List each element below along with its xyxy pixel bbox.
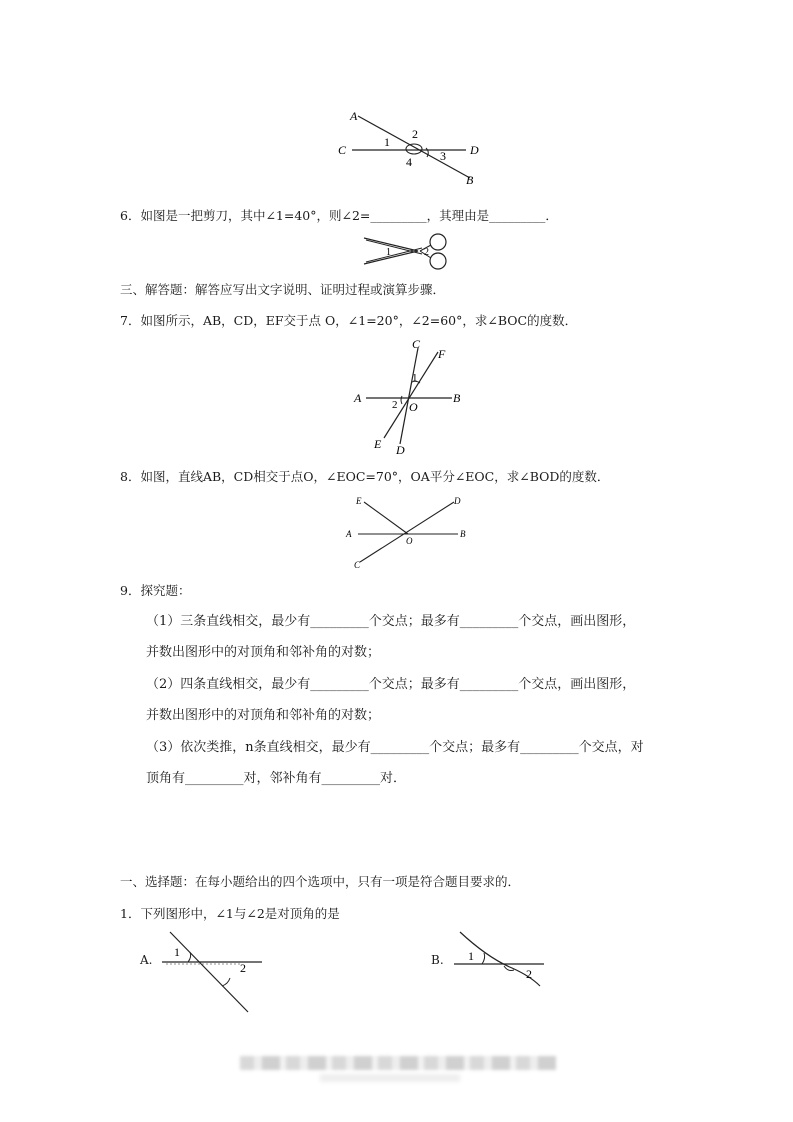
q9-title: 9．探究题：: [120, 583, 191, 598]
q7-label-B: B: [453, 391, 461, 405]
blurred-footer-sub: [320, 1074, 460, 1082]
q9-part2-line2: 并数出图形中的对顶角和邻补角的对数；: [146, 708, 381, 723]
figure-q8: [344, 494, 474, 570]
q1-text: 1．下列图形中，∠1与∠2是对顶角的是: [120, 906, 340, 921]
figure-scissors: [362, 232, 454, 270]
q7-angle-1: 1: [412, 372, 418, 384]
figure-q1-option-b: [452, 928, 552, 992]
q7-label-F: F: [438, 347, 446, 361]
q8-text: 8．如图，直线AB，CD相交于点O，∠EOC=70°，OA平分∠EOC，求∠BOD的度数．: [120, 469, 610, 484]
label-D: D: [470, 143, 479, 157]
q1-option-b-label: B.: [431, 953, 444, 967]
q7-label-O: O: [409, 400, 418, 414]
q7-label-C: C: [412, 338, 421, 351]
q7-label-E: E: [374, 437, 382, 451]
q8-label-O: O: [406, 536, 413, 546]
scissors-angle-1: 1: [386, 247, 391, 258]
label-B: B: [466, 173, 474, 187]
q6-text: 6．如图是一把剪刀，其中∠1=40°，则∠2=_________，其理由是_________．: [120, 208, 558, 223]
q1b-angle-2: 2: [526, 967, 532, 981]
q9-part3-line2: 顶角有_________对，邻补角有_________对．: [146, 771, 407, 786]
scissors-angle-2: 2: [424, 247, 429, 258]
angle-3: 3: [440, 149, 446, 163]
q9-part3-line1: （3）依次类推，n条直线相交，最少有_________个交点；最多有_________个交点，对: [146, 740, 644, 755]
q8-label-D: D: [454, 496, 461, 506]
q8-label-A: A: [346, 529, 352, 539]
label-C: C: [338, 143, 347, 157]
q1-option-a-label: A.: [140, 953, 153, 967]
q8-label-B: B: [460, 529, 466, 539]
q1a-angle-2: 2: [240, 961, 246, 975]
label-A: A: [350, 109, 358, 123]
q1a-angle-1: 1: [174, 945, 180, 959]
q7-label-D: D: [396, 443, 405, 457]
q1b-angle-1: 1: [468, 949, 474, 963]
section3-heading: 三、解答题：解答应写出文字说明、证明过程或演算步骤．: [120, 282, 446, 297]
angle-1: 1: [384, 135, 390, 149]
figure-q5: [330, 104, 490, 188]
q8-label-E: E: [356, 496, 362, 506]
blurred-footer: [240, 1056, 556, 1070]
q9-part2-line1: （2）四条直线相交，最少有_________个交点；最多有_________个交点，画出图形，: [146, 677, 636, 692]
figure-q1-option-a: [160, 928, 270, 1016]
q9-part1-line1: （1）三条直线相交，最少有_________个交点；最多有_________个交点，画出图形，: [146, 614, 636, 629]
angle-2: 2: [412, 127, 418, 141]
q7-text: 7．如图所示，AB，CD，EF交于点 O，∠1=20°，∠2=60°，求∠BOC的度数．: [120, 313, 578, 328]
q8-label-C: C: [354, 560, 361, 570]
q9-part1-line2: 并数出图形中的对顶角和邻补角的对数；: [146, 645, 381, 660]
section1-heading: 一、选择题：在每小题给出的四个选项中，只有一项是符合题目要求的．: [120, 874, 521, 889]
q7-label-A: A: [354, 391, 362, 405]
figure-q7: [350, 338, 470, 458]
q7-angle-2: 2: [392, 399, 398, 411]
angle-4: 4: [406, 155, 412, 169]
